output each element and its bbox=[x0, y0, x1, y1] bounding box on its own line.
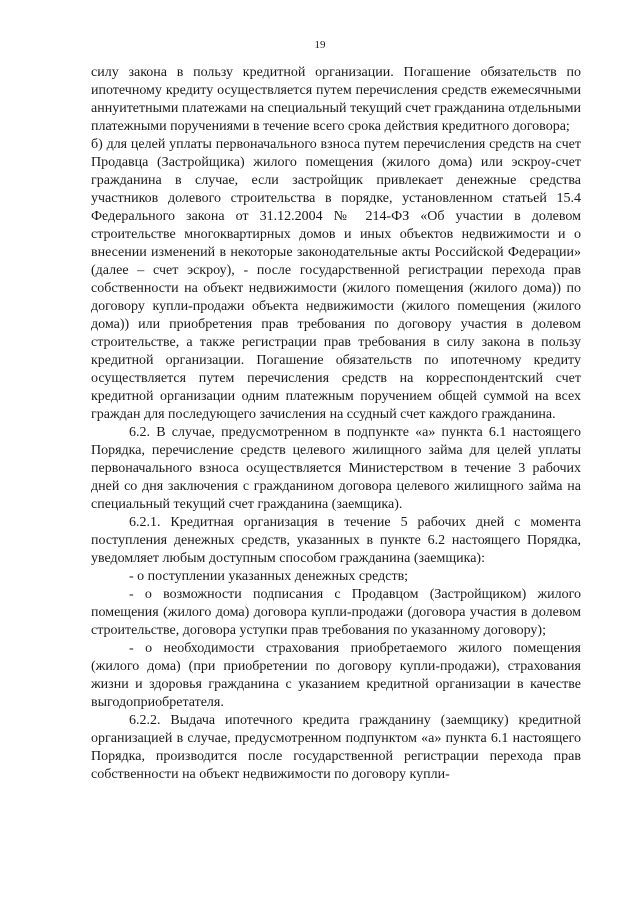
list-item: - о возможности подписания с Продавцом (Застройщиком) жилого помещения (жилого дома) договора купли-продажи (договора участия в долевом строительстве, договора уступки прав требования по указанному договору); bbox=[91, 587, 581, 638]
paragraph: б) для целей уплаты первоначального взноса путем перечисления средств на счет Продавца (Застройщика) жилого помещения (жилого дома) или эскроу-счет гражданина в случае, если застройщик привлекает денежные средства участников долевого строительства в порядке, установленном статьей 15.4 Федерального закона от 31.12.2004 № 214-ФЗ «Об участии в долевом строительстве многоквартирных домов и иных объектов недвижимости и о внесении изменений в некоторые законодательные акты Российской Федерации» (далее – счет эскроу), - после государственной регистрации перехода прав собственности на объект недвижимости (жилого помещения (жилого дома)) по договору купли-продажи объекта недвижимости (жилого помещения (жилого дома)) или приобретения прав требования по договору участия в долевом строительстве, а также регистрации прав требования в силу закона в пользу кредитной организации. Погашение обязательств по ипотечному кредиту осуществляется путем перечисления средств на корреспондентский счет кредитной организации одним платежным поручением общей суммой на всех граждан для последующего зачисления на ссудный счет каждого гражданина. bbox=[91, 137, 581, 422]
list-item: - о необходимости страхования приобретаемого жилого помещения (жилого дома) (при приобретении по договору купли-продажи), страхования жизни и здоровья гражданина с указанием кредитной организации в качестве выгодоприобретателя. bbox=[91, 641, 581, 710]
list-item: - о поступлении указанных денежных средств; bbox=[129, 569, 409, 584]
paragraph: 6.2.2. Выдача ипотечного кредита гражданину (заемщику) кредитной организацией в случае, предусмотренном подпунктом «а» пункта 6.1 настоящего Порядка, производится после государственной регистрации перехода прав собственности на объект недвижимости по договору купли- bbox=[91, 713, 581, 782]
document-body bbox=[91, 64, 581, 784]
paragraph: силу закона в пользу кредитной организации. Погашение обязательств по ипотечному кредиту осуществляется путем перечисления средств ежемесячными аннуитетными платежами на специальный текущий счет гражданина отдельными платежными поручениями в течение всего срока действия кредитного договора; bbox=[91, 65, 581, 134]
page-number: 19 bbox=[314, 39, 326, 51]
paragraph: 6.2.1. Кредитная организация в течение 5 рабочих дней с момента поступления денежных средств, указанных в пункте 6.2 настоящего Порядка, уведомляет любым доступным способом гражданина (заемщика): bbox=[91, 515, 581, 566]
paragraph: 6.2. В случае, предусмотренном в подпункте «а» пункта 6.1 настоящего Порядка, перечисление средств целевого жилищного займа для целей уплаты первоначального взноса осуществляется Министерством в течение 3 рабочих дней со дня заключения с гражданином договора целевого жилищного займа на специальный текущий счет гражданина (заемщика). bbox=[91, 425, 581, 512]
